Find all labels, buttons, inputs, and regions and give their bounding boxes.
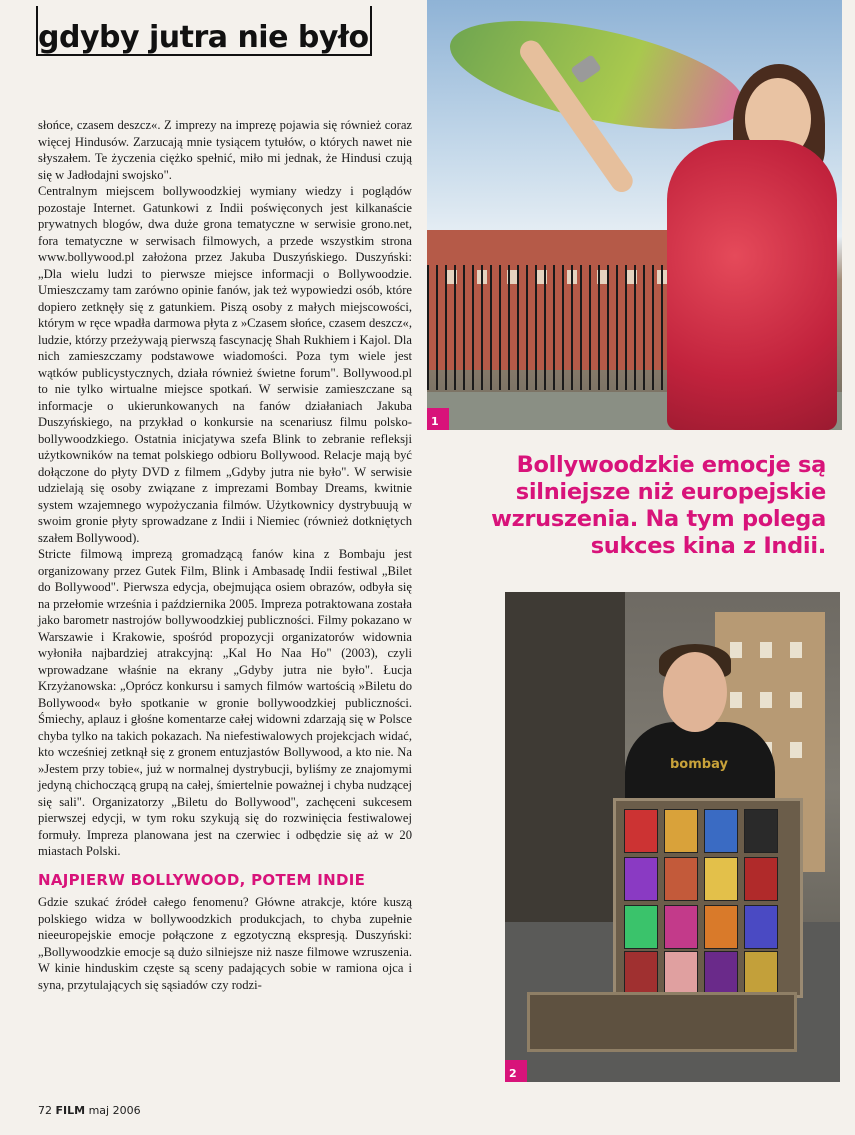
pull-quote-line: Bollywoodzkie emocje są [516, 452, 826, 478]
page-footer [38, 1104, 141, 1117]
article-paragraph: Gdzie szukać źródeł całego fenomenu? Główne atrakcje, które kuszą polskiego widza w bollywoodzkich produkcjach, to chyba zupełnie nieeuropejskie emocje połączone z egzotyczną ekspresją. Duszyński: „Bollywoodzkie emocje są dużo silniejsze niż nasze filmowe wzruszenia. W kinie hinduskim częste są sceny padających sobie w ramiona ojca i syna, przytulających się sąsiadów czy rodzi- [38, 895, 412, 992]
photo-shirt-print: bombay [670, 757, 728, 772]
article-paragraph: słońce, czasem deszcz«. Z imprezy na imprezę pojawia się również coraz więcej Hindusów. Zarzucają mnie tysiącem tytułów, o których nawet nie słyszałem. Te życzenia ciężko spełnić, miło mi jednak, że Hindusi czują się w Jadłodajni swojsko". [38, 118, 412, 182]
photo-building-left [505, 592, 625, 922]
page-number: 72 [38, 1104, 52, 1117]
photo-man-with-suitcase [505, 592, 840, 1082]
pull-quote-line: sukces kina z Indii. [590, 533, 826, 559]
issue-date: maj 2006 [88, 1104, 141, 1117]
photo-dress [667, 140, 837, 430]
pull-quote-line: wzruszenia. Na tym polega [491, 506, 826, 532]
pull-quote [432, 452, 826, 560]
pull-quote-line: silniejsze niż europejskie [515, 479, 826, 505]
photo-suitcase-lid [613, 798, 803, 998]
magazine-name: FILM [55, 1104, 86, 1117]
article-paragraph: Centralnym miejscem bollywoodzkiej wymiany wiedzy i poglądów pozostaje Internet. Gatunkowi z Indii poświęconych jest kilkanaście prywatnych blogów, dwa duże grona tematyczne w serwisie grono.net, fora tematyczne w serwisach filmowych, a przede wszystkim strona www.bollywood.pl założona przez Jakuba Duszyńskiego. Duszyński: „Dla wielu ludzi to pierwsze miejsce informacji o Bollywoodzie. Umieszczamy tam zarówno opinie fanów, jak też wypowiedzi osób, które dopiero zetknęły się z gatunkiem. Piszą osoby z małych miejscowości, którym w ręce wpadła darmowa płyta z »Czasem słońce, czasem deszcz«, ludzie, którzy przeżywają pierwszą fascynację Shah Rukhiem i Kajol. Dla nich zamieszczamy podstawowe wiadomości. Poza tym wiele jest wątków publicystycznych, działa również świetne forum". Bollywood.pl to nie tylko wirtualne miejsce spotkań. W serwisie zamieszczane są informacje o ukierunkowanych na fanów działaniach Jakuba Duszyńskiego, na przykład o konkursie na scenariusz filmu polsko-bollywoodzkiego. Ostatnia inicjatywa szefa Blink to zebranie refleksji użytkowników na temat polskiego odbioru Bollywood. Relacje mają być dołączone do płyty DVD z filmem „Gdyby jutra nie było". W serwisie udzielają się osoby związane z imprezami Bombay Dreams, kwitnie system wzajemnego wypożyczania filmów. Użytkownicy dystrybuują w swoim gronie płyty sprowadzane z Indii i Niemiec (również dotkniętych szałem Bollywood). [38, 184, 412, 545]
section-subhead: NAJPIERW BOLLYWOOD, POTEM INDIE [38, 870, 366, 889]
header-rule-right [370, 6, 372, 56]
page-title: gdyby jutra nie było [38, 20, 369, 55]
photo-woman-dancing [427, 0, 842, 430]
photo-man-face [663, 652, 727, 732]
photo-number-badge: 1 [427, 408, 449, 430]
photo-number-badge: 2 [505, 1060, 527, 1082]
article-paragraph: Stricte filmową imprezą gromadzącą fanów kina z Bombaju jest organizowany przez Gutek Film, Blink i Ambasadę Indii festiwal „Bilet do Bollywood". Pierwsza edycja, obejmująca osiem obrazów, odbyła się na przełomie września i października 2005. Impreza potraktowana została jako barometr nastrojów bollywoodzkiej publiczności. Filmy pokazano w Warszawie i Krakowie, spośród propozycji organizatorów widownia wyłoniła najbardziej atrakcyjną: „Kal Ho Naa Ho" (2003), czyli wprowadzane właśnie na ekrany „Gdyby jutra nie było". Łucja Krzyżanowska: „Oprócz konkursu i samych filmów wartością »Biletu do Bollywood« było spotkanie w gronie bollywoodzkiej publiczności. Śmiechy, aplauz i głośne komentarze całej widowni zdarzają się w Polsce chyba tylko na takich pokazach. Na niefestiwalowych projekcjach widać, kto wcześniej zetknął się z gronem entuzjastów Bollywood, a kto nie. Na »Jestem przy tobie«, już w normalnej dystrybucji, byliśmy ze znajomymi jedyną chichoczącą grupą na całej, śmiertelnie poważnej i chyba nudzącej się sali". Organizatorzy „Biletu do Bollywood", zachęceni sukcesem pierwszej edycji, w tym roku szykują się do rozwinięcia festiwalowej formuły. Impreza planowana jest na czerwiec i odbędzie się aż w 20 miastach Polski. [38, 547, 412, 858]
article-column [38, 117, 412, 993]
photo-suitcase-base [527, 992, 797, 1052]
